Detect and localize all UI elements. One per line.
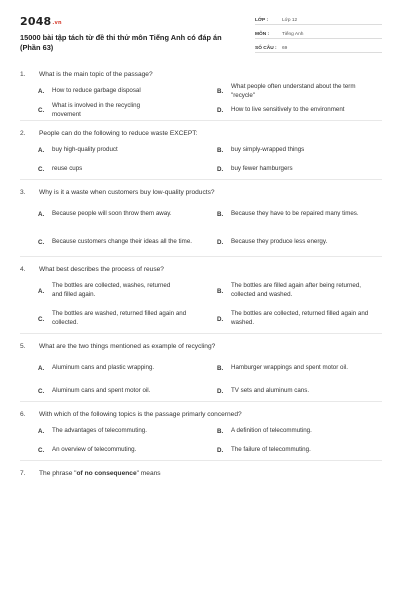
question-number: 1.: [20, 71, 26, 78]
meta-value: Tiếng Anh: [282, 32, 304, 37]
document-title: 15000 bài tập tách từ đề thi thử môn Tiếng Anh có đáp án (Phần 63): [20, 33, 222, 52]
question-text-after: " means: [136, 470, 161, 477]
option-d[interactable]: [217, 382, 382, 401]
option-d[interactable]: [217, 228, 382, 256]
options-grid: [20, 422, 382, 460]
meta-key: LỚP :: [255, 18, 269, 23]
option-letter: D.: [217, 388, 224, 395]
options-grid: [20, 200, 382, 256]
option-a[interactable]: [38, 82, 203, 101]
question-4: [20, 256, 382, 333]
option-a[interactable]: [38, 354, 203, 382]
option-b[interactable]: [217, 82, 382, 101]
option-d[interactable]: [217, 305, 382, 333]
document-meta: [255, 14, 382, 56]
option-letter: A.: [38, 287, 45, 295]
option-text: Hamburger wrappings and spent motor oil.: [231, 363, 348, 371]
question-stem: [20, 469, 382, 481]
option-text: Aluminum cans and plastic wrapping.: [52, 363, 155, 371]
question-text-before: The phrase ": [39, 470, 77, 477]
question-stem: [20, 342, 382, 354]
option-text: A definition of telecommuting.: [231, 427, 312, 435]
option-letter: C.: [38, 238, 45, 246]
question-3: [20, 179, 382, 256]
question-7: [20, 460, 382, 481]
option-letter: B.: [217, 147, 224, 154]
option-letter: C.: [38, 166, 45, 173]
option-text: The bottles are filled again after being returned, collected and washed.: [231, 282, 362, 298]
option-d[interactable]: [217, 101, 382, 120]
meta-value: Lớp 12: [282, 18, 298, 23]
option-letter: D.: [217, 107, 224, 114]
option-text: buy simply-wrapped things: [231, 146, 305, 154]
option-c[interactable]: [38, 101, 203, 120]
option-letter: D.: [217, 238, 224, 246]
logo-suffix: .vn: [52, 20, 62, 26]
option-c[interactable]: [38, 160, 203, 179]
question-number: 6.: [20, 411, 26, 418]
meta-key: MÔN :: [255, 32, 270, 37]
question-text: What is the main topic of the passage?: [39, 71, 153, 78]
meta-value: 69: [282, 46, 288, 51]
meta-subject: [255, 28, 382, 39]
question-stem: [20, 188, 382, 200]
question-stem: [20, 410, 382, 422]
option-text: Because they have to be repaired many times.: [231, 209, 359, 217]
option-text: The failure of telecommuting.: [231, 446, 311, 454]
question-number: 2.: [20, 130, 26, 137]
question-text: What are the two things mentioned as example of recycling?: [39, 343, 216, 350]
question-number: 4.: [20, 266, 26, 273]
option-letter: B.: [217, 88, 224, 95]
option-a[interactable]: [38, 200, 203, 228]
meta-key: SỐ CÂU :: [255, 46, 277, 51]
options-grid: [20, 354, 382, 401]
question-stem: [20, 265, 382, 277]
option-b[interactable]: [217, 200, 382, 228]
question-text-bold: of no consequence: [76, 470, 137, 477]
option-b[interactable]: [217, 277, 382, 305]
option-text: Because people will soon throw them away.: [52, 209, 172, 217]
options-grid: [20, 141, 382, 179]
question-stem: [20, 129, 382, 141]
option-letter: B.: [217, 210, 224, 218]
site-logo[interactable]: [20, 15, 62, 28]
options-grid: [20, 82, 382, 120]
option-letter: A.: [38, 147, 45, 154]
option-letter: B.: [217, 287, 224, 295]
option-letter: D.: [217, 447, 224, 454]
option-b[interactable]: [217, 422, 382, 441]
option-c[interactable]: [38, 305, 203, 333]
logo-main: 2048: [20, 15, 52, 28]
question-list: [20, 70, 382, 481]
option-text: How to reduce garbage disposal: [52, 87, 141, 95]
option-letter: B.: [217, 428, 224, 435]
option-letter: D.: [217, 166, 224, 173]
option-b[interactable]: [217, 141, 382, 160]
option-a[interactable]: [38, 277, 203, 305]
option-text: Because they produce less energy.: [231, 237, 328, 245]
option-text: TV sets and aluminum cans.: [231, 387, 310, 395]
option-letter: B.: [217, 364, 224, 372]
question-number: 5.: [20, 343, 26, 350]
option-b[interactable]: [217, 354, 382, 382]
question-6: [20, 401, 382, 460]
meta-grade: [255, 14, 382, 25]
option-d[interactable]: [217, 160, 382, 179]
option-letter: A.: [38, 364, 45, 372]
question-1: [20, 70, 382, 120]
option-a[interactable]: [38, 141, 203, 160]
option-text: Because customers change their ideas all the time.: [52, 237, 192, 245]
option-letter: C.: [38, 388, 45, 395]
option-letter: A.: [38, 88, 45, 95]
option-text: buy high-quality product: [52, 146, 118, 154]
question-text: Why is it a waste when customers buy low-quality products?: [39, 189, 215, 196]
option-letter: C.: [38, 447, 45, 454]
option-c[interactable]: [38, 382, 203, 401]
question-5: [20, 333, 382, 401]
option-c[interactable]: [38, 441, 203, 460]
option-text: Aluminum cans and spent motor oil.: [52, 387, 151, 395]
meta-count: [255, 42, 382, 53]
option-text: What is involved in the recycling movement: [52, 101, 141, 118]
options-grid: [20, 277, 382, 333]
question-2: [20, 120, 382, 179]
question-number: 3.: [20, 189, 26, 196]
option-letter: A.: [38, 210, 45, 218]
question-text: What best describes the process of reuse?: [39, 266, 164, 273]
option-text: reuse cups: [52, 165, 83, 173]
question-text: With which of the following topics is the passage primarly concerned?: [39, 411, 242, 418]
option-c[interactable]: [38, 228, 203, 256]
option-text: An overview of telecommuting.: [52, 446, 137, 454]
question-number: 7.: [20, 470, 26, 477]
question-text: People can do the following to reduce waste EXCEPT:: [39, 130, 198, 137]
option-d[interactable]: [217, 441, 382, 460]
option-letter: D.: [217, 315, 224, 323]
option-text: What people often understand about the term "recycle": [231, 82, 356, 99]
question-stem: [20, 70, 382, 82]
page-header: [20, 14, 382, 60]
option-a[interactable]: [38, 422, 203, 441]
option-text: How to live sensitively to the environment: [231, 106, 345, 114]
option-text: The advantages of telecommuting.: [52, 427, 147, 435]
option-text: The bottles are collected, washes, returned and filled again.: [52, 282, 171, 298]
option-letter: A.: [38, 428, 45, 435]
option-text: buy fewer hamburgers: [231, 165, 293, 173]
question-text: [39, 469, 382, 481]
option-text: The bottles are collected, returned filled again and washed.: [231, 310, 369, 326]
option-letter: C.: [38, 315, 45, 323]
option-letter: C.: [38, 107, 45, 114]
option-text: The bottles are washed, returned filled again and collected.: [52, 310, 187, 326]
